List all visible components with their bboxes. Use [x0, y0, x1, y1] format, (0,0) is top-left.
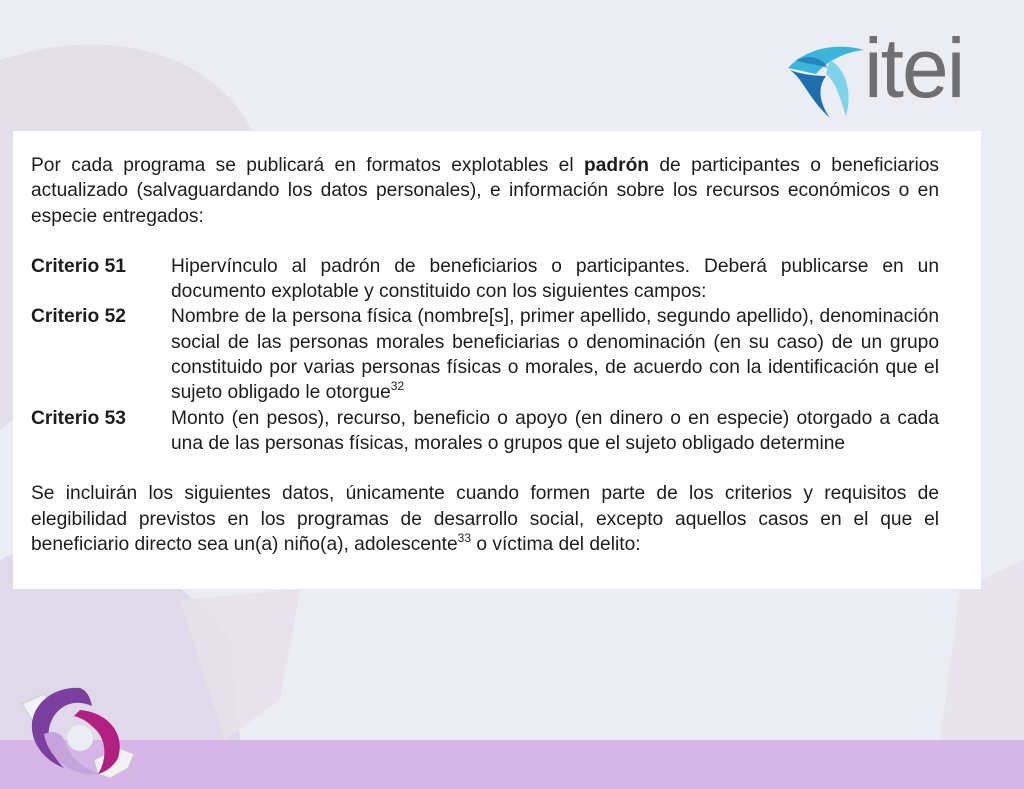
criterion-body: Hipervínculo al padrón de beneficiarios o participantes. Deberá publicarse en un documento explotable y constituido con los siguientes campos: [171, 255, 939, 303]
intro-text-end: de participantes o beneficiarios actualizado (salvaguardando los datos personales), e información sobre los recursos económicos o en especie entregados: [31, 155, 939, 227]
itei-logo [786, 21, 996, 122]
footnote-ref: 33 [457, 530, 472, 545]
itei-logo-icon [786, 40, 866, 122]
intro-text-start: Por cada programa se publicará en formatos explotables el [31, 155, 584, 176]
criterion-body: Monto (en pesos), recurso, beneficio o apoyo (en dinero o en especie) otorgado a cada una de las personas físicas, morales o grupos que el sujeto obligado determine [171, 407, 939, 454]
closing-text-end: o víctima del delito: [471, 533, 641, 555]
criterion-label: Criterio 51 [31, 255, 126, 277]
closing-paragraph [31, 481, 939, 557]
document-text [31, 153, 939, 557]
criterion-row [31, 254, 939, 305]
criterion-label: Criterio 52 [31, 306, 126, 328]
institutional-emblem-icon [14, 682, 146, 786]
itei-logo-text: itei [864, 21, 964, 115]
criterion-text [171, 406, 939, 457]
criterion-text [171, 254, 939, 305]
criterion-row [31, 304, 939, 405]
criterion-text [171, 304, 939, 405]
footer-band [0, 740, 1024, 789]
intro-paragraph [31, 153, 939, 229]
criterion-row [31, 406, 939, 457]
intro-bold-term: padrón [583, 155, 650, 176]
content-panel [13, 131, 981, 589]
criterion-label: Criterio 53 [31, 407, 126, 429]
closing-text-start: Se incluirán los siguientes datos, únicamente cuando formen parte de los criterios y requisitos de elegibilidad previstos en los programas de desarrollo social, excepto aquellos casos en el que el beneficiario directo sea un(a) niño(a), adolescente [31, 483, 939, 555]
footnote-ref: 32 [390, 379, 405, 394]
criterion-body: Nombre de la persona física (nombre[s], primer apellido, segundo apellido), denominación social de las personas morales beneficiarias o denominación (en su caso) de un grupo constituido por varias personas físicas o morales, de acuerdo con la identificación que el sujeto obligado le otorgue [171, 306, 939, 404]
